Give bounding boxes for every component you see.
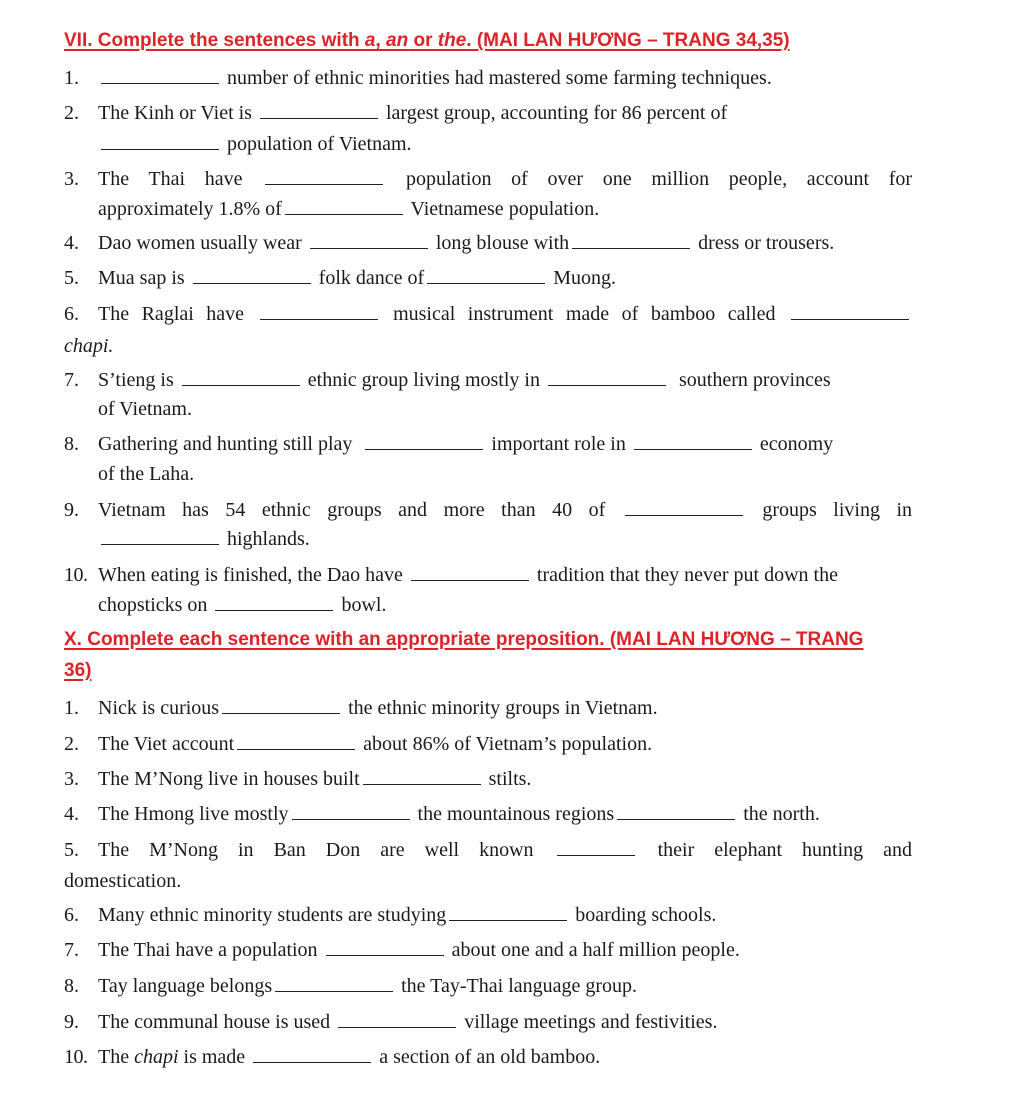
answer-blank[interactable] [215, 608, 333, 611]
s10-item-4: 4. The Hmong live mostly the mountainous regions the north. [64, 803, 820, 825]
answer-blank[interactable] [411, 578, 529, 581]
s7-item-9: 9. Vietnam has 54 ethnic groups and more than 40 of groups living in [64, 499, 913, 521]
answer-blank[interactable] [182, 383, 300, 386]
s7-item-8-cont: of the Laha. [98, 463, 195, 485]
s10-item-8: 8. Tay language belongs the Tay-Thai language group. [64, 975, 638, 997]
s7-item-4: 4. Dao women usually wear long blouse with dress or trousers. [64, 232, 835, 254]
answer-blank[interactable] [101, 81, 219, 84]
s7-item-10: 10. When eating is finished, the Dao have tradition that they never put down the [64, 564, 838, 586]
answer-blank[interactable] [338, 1025, 456, 1028]
s7-item-8: 8. Gathering and hunting still play important role in economy [64, 433, 834, 455]
s10-item-10: 10. The chapi is made a section of an old bamboo. [64, 1046, 601, 1068]
section-10-title: X. Complete each sentence with an appropriate preposition. (MAI LAN HƯƠNG – TRANG [64, 629, 864, 650]
answer-blank[interactable] [222, 711, 340, 714]
answer-blank[interactable] [275, 989, 393, 992]
s10-item-1: 1. Nick is curious the ethnic minority groups in Vietnam. [64, 697, 658, 719]
answer-blank[interactable] [557, 853, 635, 856]
s7-item-9-cont: highlands. [98, 527, 912, 551]
answer-blank[interactable] [326, 953, 444, 956]
answer-blank[interactable] [310, 246, 428, 249]
answer-blank[interactable] [101, 542, 219, 545]
s7-item-6-cont: chapi. [64, 335, 114, 357]
s10-item-7: 7. The Thai have a population about one and a half million people. [64, 939, 740, 961]
answer-blank[interactable] [791, 317, 909, 320]
s10-item-9: 9. The communal house is used village meetings and festivities. [64, 1011, 718, 1033]
s7-item-3: 3. The Thai have population of over one million people, account for [64, 168, 913, 190]
answer-blank[interactable] [427, 281, 545, 284]
s7-item-10-cont: chopsticks on bowl. [98, 594, 387, 616]
s10-item-6: 6. Many ethnic minority students are studying boarding schools. [64, 904, 717, 926]
answer-blank[interactable] [625, 513, 743, 516]
answer-blank[interactable] [193, 281, 311, 284]
section-10-title-cont: 36) [64, 660, 92, 681]
s7-item-2: 2. The Kinh or Viet is largest group, accounting for 86 percent of [64, 102, 728, 124]
answer-blank[interactable] [265, 182, 383, 185]
answer-blank[interactable] [260, 116, 378, 119]
s10-item-5: 5. The M’Nong in Ban Don are well known their elephant hunting and [64, 839, 913, 861]
answer-blank[interactable] [292, 817, 410, 820]
s10-item-5-cont: domestication. [64, 870, 182, 892]
section-7-title: VII. Complete the sentences with a, an or the. (MAI LAN HƯƠNG – TRANG 34,35) [64, 30, 790, 51]
s10-item-3: 3. The M’Nong live in houses built stilts. [64, 768, 532, 790]
s7-item-7: 7. S’tieng is ethnic group living mostly in southern provinces [64, 369, 831, 391]
answer-blank[interactable] [572, 246, 690, 249]
answer-blank[interactable] [365, 447, 483, 450]
answer-blank[interactable] [617, 817, 735, 820]
s7-item-3-cont: approximately 1.8% of Vietnamese population. [98, 198, 600, 220]
s7-item-5: 5. Mua sap is folk dance of Muong. [64, 267, 616, 289]
answer-blank[interactable] [260, 317, 378, 320]
answer-blank[interactable] [253, 1060, 371, 1063]
answer-blank[interactable] [634, 447, 752, 450]
s7-item-6: 6. The Raglai have musical instrument made of bamboo called [64, 302, 912, 326]
answer-blank[interactable] [285, 212, 403, 215]
answer-blank[interactable] [449, 918, 567, 921]
s10-item-2: 2. The Viet account about 86% of Vietnam’s population. [64, 733, 653, 755]
answer-blank[interactable] [237, 747, 355, 750]
answer-blank[interactable] [548, 383, 666, 386]
s7-item-1: 1. number of ethnic minorities had mastered some farming techniques. [64, 67, 772, 89]
s7-item-2-cont: population of Vietnam. [98, 132, 912, 156]
answer-blank[interactable] [363, 782, 481, 785]
answer-blank[interactable] [101, 147, 219, 150]
s7-item-7-cont: of Vietnam. [98, 398, 192, 420]
